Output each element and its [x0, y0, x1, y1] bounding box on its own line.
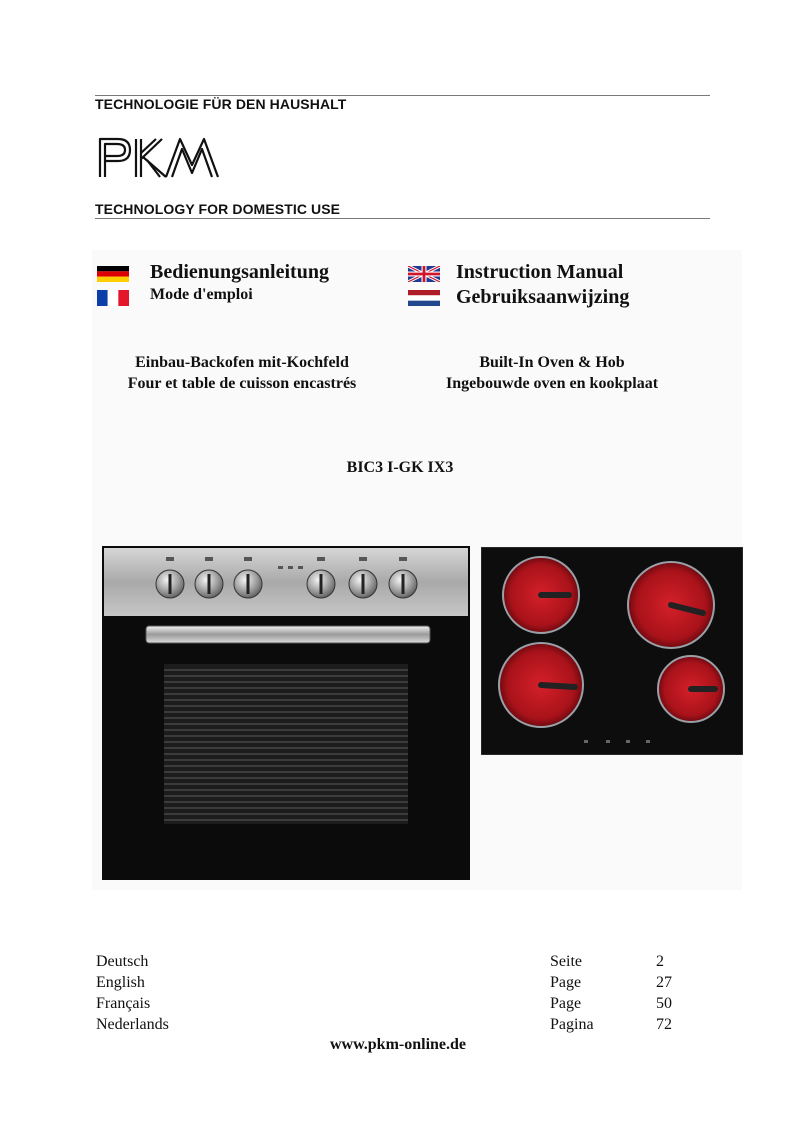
- product-desc-de: Einbau-Backofen mit-Kochfeld: [135, 354, 349, 371]
- oven-image: [102, 546, 470, 880]
- toc-language: English: [96, 974, 145, 991]
- title-en: Instruction Manual: [456, 261, 624, 283]
- toc-label: Seite: [550, 953, 582, 970]
- product-desc-en-nl: [402, 352, 702, 394]
- title-nl: Gebruiksaanwijzing: [456, 286, 630, 308]
- toc-label: Pagina: [550, 1016, 594, 1033]
- top-tagline: TECHNOLOGIE FÜR DEN HAUSHALT: [95, 96, 347, 112]
- table-of-contents: [96, 951, 686, 1035]
- hob-image: [481, 547, 743, 755]
- bottom-tagline: TECHNOLOGY FOR DOMESTIC USE: [95, 201, 341, 217]
- title-fr: Mode d'emploi: [150, 286, 253, 303]
- product-desc-nl: Ingebouwde oven en kookplaat: [445, 375, 659, 392]
- product-desc-de-fr: [92, 352, 392, 394]
- title-de: Bedienungsanleitung: [150, 261, 329, 283]
- pkm-logo: [96, 135, 221, 181]
- product-desc-fr: Four et table de cuisson encastrés: [127, 375, 357, 392]
- toc-page: 27: [656, 974, 672, 991]
- toc-row: [96, 951, 686, 972]
- toc-label: Page: [550, 995, 582, 1012]
- toc-row: [96, 993, 686, 1014]
- toc-page: 50: [656, 995, 672, 1012]
- toc-language: Français: [96, 995, 151, 1012]
- uk-flag-icon: [408, 266, 440, 282]
- toc-page: 2: [656, 953, 664, 970]
- website-url[interactable]: www.pkm-online.de: [329, 1036, 467, 1053]
- toc-language: Nederlands: [96, 1016, 169, 1033]
- top-rule: [95, 95, 710, 96]
- french-flag-icon: [97, 290, 129, 306]
- dutch-flag-icon: [408, 290, 440, 306]
- model-number: BIC3 I-GK IX3: [346, 459, 454, 476]
- toc-language: Deutsch: [96, 953, 149, 970]
- toc-row: [96, 1014, 686, 1035]
- german-flag-icon: [97, 266, 129, 282]
- toc-page: 72: [656, 1016, 672, 1033]
- toc-row: [96, 972, 686, 993]
- toc-label: Page: [550, 974, 582, 991]
- product-desc-en: Built-In Oven & Hob: [479, 354, 625, 371]
- bottom-rule: [95, 218, 710, 219]
